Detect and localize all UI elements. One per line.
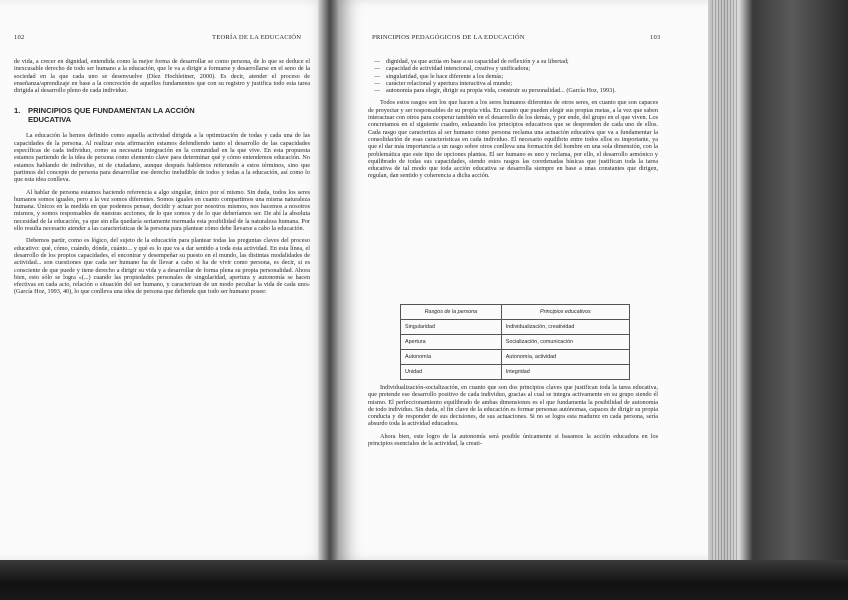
- section-heading-line-1: PRINCIPIOS QUE FUNDAMENTAN LA ACCIÓN: [28, 106, 195, 116]
- scan-bottom-shadow: [0, 560, 848, 600]
- table-header-row: [401, 305, 630, 320]
- table-cell: Integridad: [501, 365, 629, 380]
- right-paragraph-2: Individualización-socialización, en cuanto que son dos principios claves que justifican toda la tarea educativa, que pretende ese desarrollo positivo de cada individuo, gracias al cual se integra activamente en su grupo siendo él mismo. El perfeccionamiento equilibrado de ambas dimensiones es el que fundamenta la posibilidad de autonomía de todo individuo. Sin duda, el fin clave de la educación es formar personas autónomas, capaces de dirigir su propia conducta y de responder de sus decisiones, de sus actuaciones. Si no se logra esta madurez en cada persona, sería absurdo toda la actividad educadora.: [368, 384, 658, 428]
- body-paragraph-2: Al hablar de persona estamos haciendo referencia a algo singular, único por sí mismo. Sin duda, todos los seres humanos somos iguales, pero a la vez somos diferentes. Somos iguales en cuanto compartimos una misma naturaleza humana. Únicos en la medida en que podemos pensar, decidir y actuar por nosotros mismos, nos hacemos a nosotros mismos, y somos responsables de nuestras acciones, de lo que somos y de lo que deberíamos ser. De ahí la absoluta necesidad de la educación, ya que sin ella quedaría seriamente mermada esta posibilidad de la naturaleza humana. Por ello resulta necesario atender a las características de la persona para plantear cómo debe llevarse a cabo la educación.: [14, 188, 310, 233]
- list-item: — carácter relacional y apertura interactiva al mundo;: [374, 80, 658, 87]
- intro-paragraph: de vida, a crecer en dignidad, entendida como la mejor forma de desarrollar se como persona, de lo que se deduce el inexcusable derecho de todo ser humano a la educación, que le va a dirigir a formarse y desarrollarse en el seno de la sociedad en la que cada uno se desenvuelve (Díez Hochleitner, 2000). Es decir, atender el proceso de enseñanza/aprendizaje en base a la concreción de aquellos fundamentos que con su registro y justifica todo esta tarea dirigida al desarrollo pleno de cada individuo.: [14, 58, 310, 95]
- page-stack-lines: [712, 0, 738, 560]
- table-cell: Autonomía, actividad: [501, 350, 629, 365]
- body-paragraph-1: La educación la hemos definido como aquella actividad dirigida a la optimización de todas y cada una de las capacidades de la persona. Al realizar esta afirmación estamos defendiendo tanto el desarrollo de las capacidades específicas de cada individuo, como su necesaria integración en la comunidad en la que vive. En esta propuesta estamos partiendo de la idea de persona como elemento clave para determinar qué y cómo entendemos educación. No estamos hablando de individuo, ni de ciudadano, aunque después hablemos reiterando a estos términos, sino que partimos del concepto de persona para desarrollar ese derecho ineludible de todos y todas a la educación, así como lo que esta idea conlleva.: [14, 132, 310, 184]
- table-cell: Individualización, creatividad: [501, 320, 629, 335]
- traits-list: [374, 58, 658, 94]
- right-page-body-top: [368, 58, 658, 185]
- left-page-body: [14, 58, 310, 301]
- table-cell: Apertura: [401, 335, 502, 350]
- table-row: [401, 350, 630, 365]
- list-item: — dignidad, ya que actúa en base a su capacidad de reflexión y a su libertad;: [374, 58, 658, 65]
- section-heading-number: 1.: [14, 106, 21, 116]
- table-row: [401, 365, 630, 380]
- left-running-head: TEORÍA DE LA EDUCACIÓN: [212, 34, 302, 41]
- right-page-number: 103: [650, 34, 661, 41]
- list-item: — autonomía para elegir, dirigir su propia vida, construir su personalidad... (García Hoz, 1993).: [374, 87, 658, 94]
- table-row: [401, 335, 630, 350]
- table-row: [401, 320, 630, 335]
- table-cell: Socialización, comunicación: [501, 335, 629, 350]
- left-page: [0, 0, 330, 560]
- right-paragraph-1: Todos estos rasgos son los que hacen a los seres humanos diferentes de otros seres, en cuanto que son capaces de proyectar y ser responsables de su propia vida. En cuanto que pueden elegir sus propias metas, a la vez que saben interactuar con otros para cooperar también en el desarrollo de los demás, y por ende, del grupo en el que viven. Los concretamos en el siguiente cuadro, enlazando los principios educativos que se desprenden de cada uno de ellos. Cada rasgo que caracteriza al ser humano como persona reclama una actuación educativa que va a fundamentar la consolidación de esas características en cada individuo. El necesario equilibrio entre todos ellos es importante, ya que el dar más importancia a un rasgo sobre otros conlleva una formación del hombre en una sola dimensión, con la problemática que este tipo de opciones plantea. El ser humano es uno y reclama, por ello, el desarrollo armónico y equilibrado de todas sus capacidades, siendo estos rasgos las coordenadas básicas que justifican toda la tarea educativa de tal modo que toda acción educativa se desarrolla siempre en base a unas constantes que dirigen, regulan, dan sentido y coherencia a dicha acción.: [368, 99, 658, 180]
- principles-table: [400, 304, 630, 380]
- list-item: — capacidad de actividad intencional, creativa y unificadora;: [374, 65, 658, 72]
- right-page-body-bottom: [368, 384, 658, 452]
- list-item: — singularidad, que le hace diferente a los demás;: [374, 73, 658, 80]
- right-running-head: PRINCIPIOS PEDAGÓGICOS DE LA EDUCACIÓN: [372, 34, 525, 41]
- table-cell: Unidad: [401, 365, 502, 380]
- body-paragraph-3: Debemos partir, como es lógico, del sujeto de la educación para plantear todas las preguntas claves del proceso educativo: qué, cómo, cuándo, dónde, cuánto... y qué es lo que va a dar sentido a toda esta actividad. En esta línea, el desarrollo de los propios capacidades, el encontrar y desempeñar su puesto en el mundo, las distintas modalidades de actividad... son cuestiones que cada ser humano ha de llevar a cabo si ha de vivir como persona, es decir, si es consciente de que puede y tiene derecho a dirigir su vida y a desarrollar de forma plena su propia personalidad. Ahora bien, esto sólo se logra «(...) cuando las propiedades personales de singularidad, apertura y autonomía se hacen efectivas en cada acto, relación o situación del ser humano, y caracterizan de un modo peculiar la vida de cada uno» (García Hoz, 1993, 40), lo que conlleva una idea de persona que defiende que todo ser humano posee:: [14, 237, 310, 296]
- section-heading: [14, 106, 310, 124]
- table-cell: Autonomía: [401, 350, 502, 365]
- table-header-principles: Principios educativos: [501, 305, 629, 320]
- right-paragraph-3: Ahora bien, este logro de la autonomía será posible únicamente si basamos la acción educadora en los principios esenciales de la actividad, la creati-: [368, 432, 658, 448]
- right-page: [338, 0, 708, 560]
- section-heading-line-2: EDUCATIVA: [28, 115, 72, 125]
- left-page-number: 102: [14, 34, 25, 41]
- table-cell: Singularidad: [401, 320, 502, 335]
- table-header-traits: Rasgos de la persona: [401, 305, 502, 320]
